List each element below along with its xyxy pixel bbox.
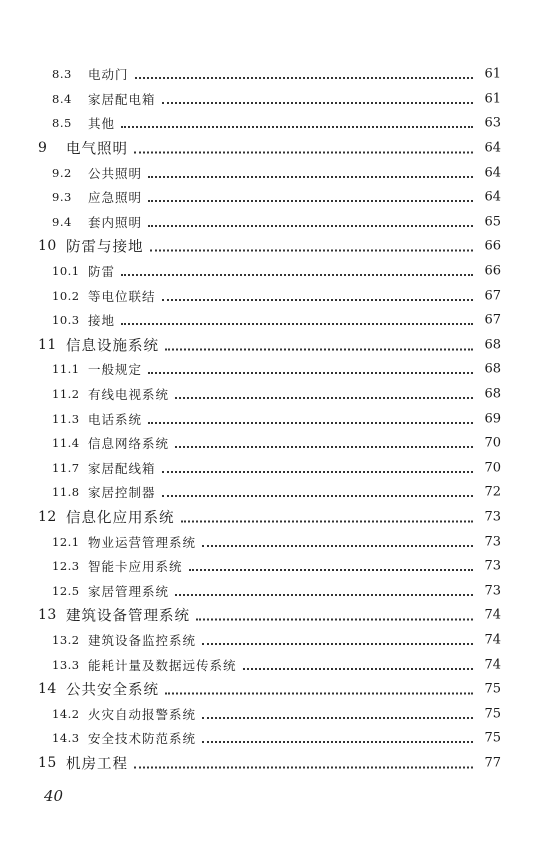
toc-section-entry[interactable] [0, 456, 553, 481]
toc-entry-title: 安全技术防范系统 [88, 731, 197, 747]
toc-entry-line [88, 188, 473, 206]
dot-leader [202, 707, 473, 719]
toc-entry-page: 74 [484, 657, 501, 673]
toc-entry-page: 73 [484, 509, 501, 525]
toc-entry-page: 68 [484, 337, 501, 353]
toc-entry-title: 电话系统 [88, 411, 143, 427]
toc-entry-title: 建筑设备管理系统 [66, 608, 190, 625]
toc-entry-line [88, 729, 473, 747]
toc-entry-title: 火灾自动报警系统 [88, 706, 197, 722]
dot-leader [121, 264, 473, 276]
toc-entry-number: 14.3 [52, 731, 80, 746]
dot-leader [202, 731, 473, 743]
toc-entry-title: 公共照明 [88, 165, 143, 181]
toc-section-entry[interactable] [0, 185, 553, 210]
toc-entry-number: 13.3 [52, 657, 80, 672]
toc-entry-page: 75 [484, 730, 501, 746]
toc-entry-line [88, 287, 473, 305]
toc-entry-line [88, 705, 473, 723]
toc-entry-line [88, 114, 473, 132]
toc-section-entry[interactable] [0, 578, 553, 603]
toc-entry-title: 应急照明 [88, 190, 143, 206]
dot-leader [162, 289, 473, 301]
toc-entry-page: 72 [484, 484, 501, 500]
toc-section-entry[interactable] [0, 308, 553, 333]
dot-leader [162, 92, 473, 104]
dot-leader [165, 338, 473, 350]
toc-entry-title: 家居管理系统 [88, 583, 170, 599]
toc-section-entry[interactable] [0, 87, 553, 112]
toc-entry-line [88, 533, 473, 551]
toc-section-entry[interactable] [0, 529, 553, 554]
toc-entry-title: 家居配电箱 [88, 91, 156, 107]
toc-section-entry[interactable] [0, 480, 553, 505]
toc-entry-title: 信息网络系统 [88, 436, 170, 452]
toc-section-entry[interactable] [0, 554, 553, 579]
toc-entry-number: 14.2 [52, 706, 80, 721]
dot-leader [175, 436, 473, 448]
toc-section-entry[interactable] [0, 111, 553, 136]
toc-section-entry[interactable] [0, 283, 553, 308]
toc-entry-page: 75 [484, 706, 501, 722]
toc-entry-number: 13 [38, 607, 57, 624]
dot-leader [202, 535, 473, 547]
toc-entry-number: 9.2 [52, 165, 72, 180]
toc-entry-title: 物业运营管理系统 [88, 534, 197, 550]
table-of-contents [0, 62, 553, 775]
toc-entry-line [88, 483, 473, 501]
toc-entry-line [88, 410, 473, 428]
toc-entry-page: 70 [484, 460, 501, 476]
toc-entry-line [66, 605, 473, 626]
dot-leader [202, 633, 473, 645]
toc-entry-page: 68 [484, 361, 501, 377]
toc-entry-title: 接地 [88, 313, 116, 329]
toc-entry-number: 8.5 [52, 116, 72, 131]
toc-entry-line [66, 138, 473, 159]
toc-entry-page: 64 [484, 140, 501, 156]
toc-entry-page: 65 [484, 214, 501, 230]
dot-leader [135, 67, 473, 79]
dot-leader [121, 313, 473, 325]
toc-entry-line [66, 679, 473, 700]
dot-leader [175, 584, 473, 596]
dot-leader [162, 461, 473, 473]
toc-entry-number: 12.1 [52, 534, 80, 549]
toc-section-entry[interactable] [0, 726, 553, 751]
toc-entry-title: 公共安全系统 [66, 682, 159, 699]
toc-entry-title: 防雷 [88, 264, 116, 280]
toc-entry-line [66, 334, 473, 355]
toc-entry-title: 机房工程 [66, 756, 128, 773]
toc-entry-title: 有线电视系统 [88, 387, 170, 403]
toc-entry-title: 信息化应用系统 [66, 510, 175, 527]
toc-entry-page: 66 [484, 238, 501, 254]
toc-entry-number: 10.1 [52, 264, 80, 279]
toc-entry-page: 75 [484, 681, 501, 697]
toc-entry-number: 8.3 [52, 67, 72, 82]
toc-entry-page: 73 [484, 583, 501, 599]
toc-section-entry[interactable] [0, 628, 553, 653]
toc-entry-title: 信息设施系统 [66, 338, 159, 355]
toc-entry-title: 一般规定 [88, 362, 143, 378]
toc-chapter-entry[interactable] [0, 603, 553, 628]
toc-entry-page: 74 [484, 607, 501, 623]
toc-entry-line [66, 752, 473, 773]
toc-section-entry[interactable] [0, 259, 553, 284]
toc-entry-number: 9.3 [52, 190, 72, 205]
toc-entry-page: 67 [484, 288, 501, 304]
toc-entry-page: 63 [484, 115, 501, 131]
toc-entry-number: 11.7 [52, 460, 80, 475]
toc-chapter-entry[interactable] [0, 136, 553, 161]
toc-entry-number: 11.4 [52, 436, 80, 451]
dot-leader [175, 387, 473, 399]
dot-leader [150, 240, 474, 252]
toc-entry-line [66, 506, 473, 527]
toc-entry-page: 61 [484, 91, 501, 107]
toc-entry-number: 14 [38, 681, 57, 698]
dot-leader [148, 190, 473, 202]
toc-entry-title: 防雷与接地 [66, 239, 144, 256]
dot-leader [134, 142, 473, 154]
dot-leader [181, 510, 474, 522]
toc-entry-title: 智能卡应用系统 [88, 559, 183, 575]
toc-entry-page: 64 [484, 189, 501, 205]
toc-entry-number: 11.1 [52, 362, 80, 377]
toc-entry-page: 70 [484, 435, 501, 451]
toc-entry-page: 73 [484, 534, 501, 550]
toc-entry-number: 10.2 [52, 288, 80, 303]
toc-entry-number: 12.3 [52, 559, 80, 574]
toc-entry-line [88, 385, 473, 403]
toc-entry-page: 64 [484, 165, 501, 181]
toc-entry-title: 家居配线箱 [88, 460, 156, 476]
toc-entry-title: 电气照明 [66, 141, 128, 158]
toc-entry-page: 74 [484, 632, 501, 648]
toc-entry-number: 12.5 [52, 583, 80, 598]
toc-entry-number: 11.2 [52, 387, 80, 402]
toc-entry-number: 10 [38, 238, 57, 255]
toc-chapter-entry[interactable] [0, 677, 553, 702]
toc-entry-title: 其他 [88, 116, 116, 132]
toc-section-entry[interactable] [0, 357, 553, 382]
dot-leader [148, 166, 473, 178]
toc-entry-number: 11 [38, 336, 57, 353]
toc-section-entry[interactable] [0, 62, 553, 87]
toc-section-entry[interactable] [0, 210, 553, 235]
dot-leader [134, 756, 473, 768]
toc-entry-line [88, 656, 473, 674]
toc-section-entry[interactable] [0, 160, 553, 185]
toc-entry-number: 8.4 [52, 91, 72, 106]
toc-entry-number: 9.4 [52, 214, 72, 229]
toc-chapter-entry[interactable] [0, 751, 553, 776]
toc-entry-line [88, 90, 473, 108]
toc-entry-page: 66 [484, 263, 501, 279]
toc-entry-title: 等电位联结 [88, 288, 156, 304]
toc-chapter-entry[interactable] [0, 234, 553, 259]
toc-entry-page: 77 [484, 755, 501, 771]
toc-entry-number: 11.8 [52, 485, 80, 500]
toc-entry-line [88, 434, 473, 452]
toc-entry-number: 9 [38, 140, 48, 157]
dot-leader [189, 559, 473, 571]
dot-leader [148, 215, 473, 227]
toc-entry-title: 建筑设备监控系统 [88, 632, 197, 648]
dot-leader [148, 412, 473, 424]
toc-entry-page: 69 [484, 411, 501, 427]
toc-entry-title: 套内照明 [88, 214, 143, 230]
dot-leader [148, 362, 473, 374]
toc-entry-page: 73 [484, 558, 501, 574]
toc-entry-number: 10.3 [52, 313, 80, 328]
dot-leader [196, 609, 473, 621]
toc-entry-title: 家居控制器 [88, 485, 156, 501]
toc-section-entry[interactable] [0, 652, 553, 677]
dot-leader [243, 658, 473, 670]
toc-entry-line [88, 311, 473, 329]
toc-section-entry[interactable] [0, 431, 553, 456]
toc-entry-line [88, 360, 473, 378]
toc-entry-line [88, 631, 473, 649]
toc-entry-title: 电动门 [88, 67, 129, 83]
dot-leader [121, 116, 473, 128]
toc-entry-page: 68 [484, 386, 501, 402]
toc-entry-line [88, 164, 473, 182]
toc-entry-line [88, 262, 473, 280]
toc-section-entry[interactable] [0, 701, 553, 726]
toc-entry-number: 13.2 [52, 632, 80, 647]
toc-entry-number: 11.3 [52, 411, 80, 426]
toc-section-entry[interactable] [0, 406, 553, 431]
toc-entry-line [88, 213, 473, 231]
dot-leader [165, 683, 473, 695]
toc-entry-title: 能耗计量及数据远传系统 [88, 657, 237, 673]
toc-entry-line [88, 65, 473, 83]
dot-leader [162, 485, 473, 497]
toc-entry-number: 15 [38, 754, 57, 771]
toc-entry-line [66, 236, 473, 257]
toc-entry-line [88, 557, 473, 575]
toc-entry-page: 67 [484, 312, 501, 328]
toc-chapter-entry[interactable] [0, 333, 553, 358]
toc-entry-page: 61 [484, 66, 501, 82]
toc-entry-line [88, 459, 473, 477]
toc-entry-number: 12 [38, 508, 57, 525]
toc-chapter-entry[interactable] [0, 505, 553, 530]
toc-section-entry[interactable] [0, 382, 553, 407]
page-number: 40 [44, 787, 64, 805]
toc-entry-line [88, 582, 473, 600]
